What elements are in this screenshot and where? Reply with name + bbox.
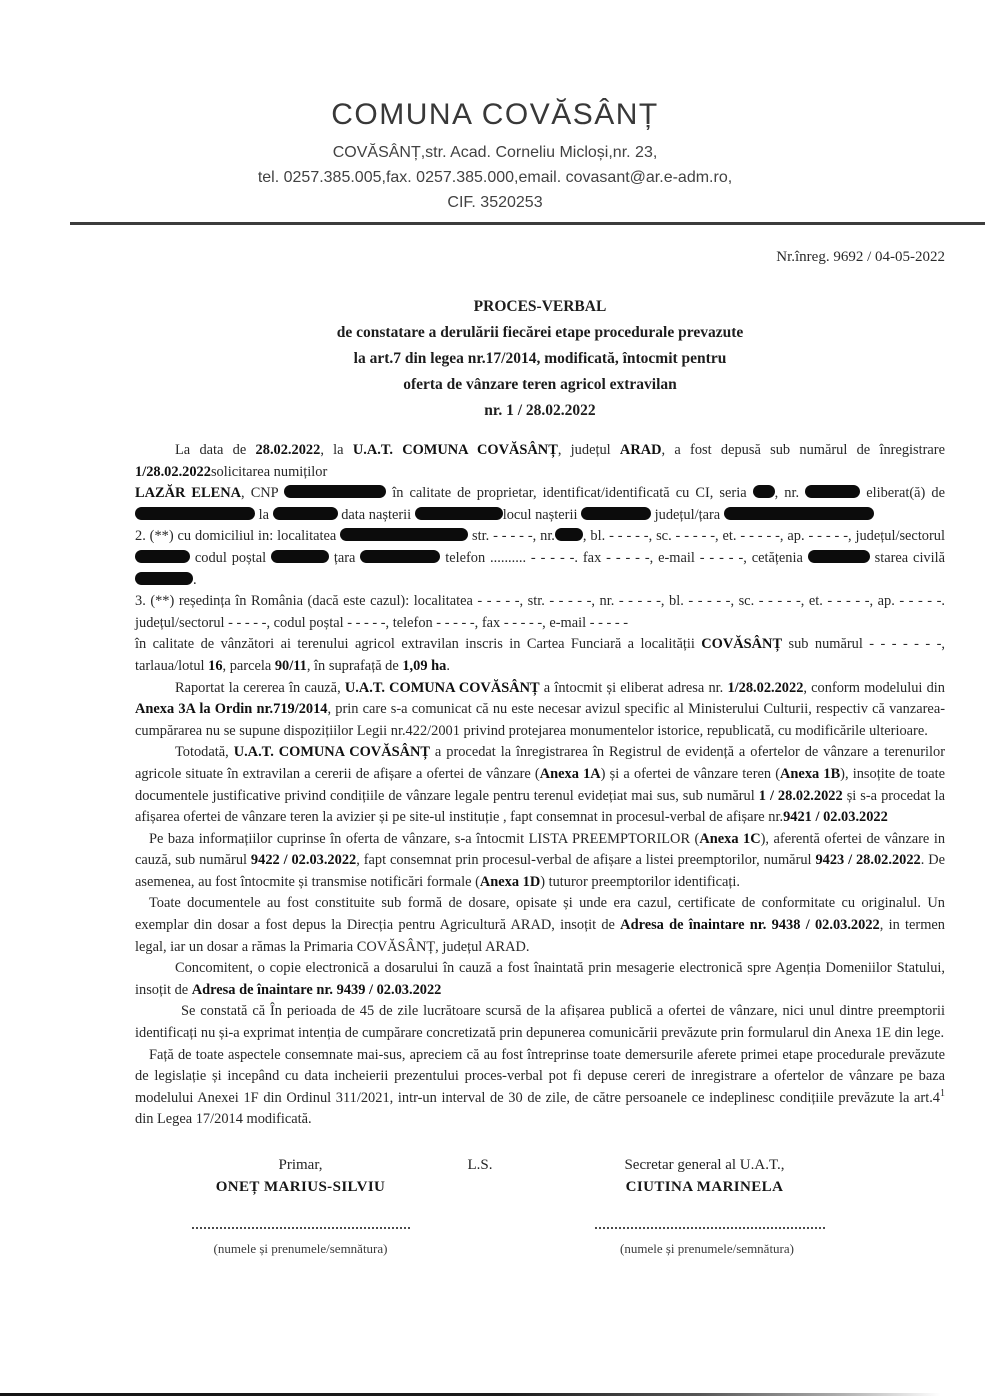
- title-line: PROCES-VERBAL: [473, 298, 607, 315]
- redaction: [135, 572, 193, 585]
- paragraph: Pe baza informațiilor cuprinse în oferta de vânzare, s-a întocmit LISTA PREEMPTORILOR (Anexa 1C), aferentă ofertei de vânzare in cauză, sub numărul 9422 / 02.03.2022, fapt consemnat prin procesul-verbal de afișare a listei preemptorilor, numărul 9423 / 28.02.2022. De asemenea, au fost întocmite și transmise notificări formale (Anexa 1D) tuturor preemptorilor identificați.: [135, 830, 946, 890]
- redaction: [555, 528, 583, 541]
- paragraph: Se constată că În perioada de 45 de zile lucrătoare scursă de la afișarea publică a ofertei de vânzare, nici unul dintre preemptorii identificați nu și-a exprimat intenția de cumpărare concretizată prin depunerea comunicării prevăzute prin formularul din Anexa 1E din lege.: [135, 1003, 945, 1042]
- signature-primar: [158, 1157, 443, 1196]
- paragraph: LAZĂR ELENA, CNP în calitate de proprietar, identificat/identificată cu CI, seria , nr. eliberat(ă) de la data nașterii locul nașterii județul/țara: [135, 485, 945, 523]
- signature-role: Primar,: [278, 1157, 323, 1173]
- redaction: [808, 550, 870, 563]
- paragraph: La data de 28.02.2022, la U.A.T. COMUNA COVĂSÂNȚ, județul ARAD, a fost depusă sub numărul de înregistrare 1/28.02.2022solicitarea numiților: [135, 442, 945, 480]
- registration-number: Nr.înreg. 9692 / 04-05-2022: [776, 249, 945, 265]
- redaction: [753, 485, 775, 498]
- redaction: [724, 507, 874, 520]
- paragraph: 2. (**) cu domiciliul in: localitatea str. - - - - -, nr. , bl. - - - - -, sc. - - - - -, et. - - - - -, ap. - - - - -, județul/sectorul codul poștal țara telefon .......... - - - - -. fax - - - - -, e-mail - - - - -, cetățenia starea civilă .: [135, 528, 946, 588]
- redaction: [135, 507, 255, 520]
- redaction: [805, 485, 860, 498]
- paragraph: Raportat la cererea în cauză, U.A.T. COMUNA COVĂSÂNȚ a întocmit și eliberat adresa nr. 1/28.02.2022, conform modelului din Anexa 3A la Ordin nr.719/2014, prin care s-a comunicat că nu este necesar avizul specific al Ministerului Culturii, respectiv că vanzarea-cumpărarea nu se supune dispozițiilor Legii nr.422/2001 privind protejarea monumentelor istorice, republicată, cu modificările ulterioare.: [135, 679, 945, 739]
- signature-line: [595, 1223, 825, 1229]
- seal-placeholder: L.S.: [467, 1157, 493, 1173]
- document-body: [0, 440, 990, 1131]
- signature-line: [192, 1223, 410, 1229]
- signature-block: [0, 1157, 990, 1275]
- signature-role: Secretar general al U.A.T.,: [624, 1157, 785, 1173]
- scan-artifact-line: [0, 1393, 970, 1396]
- title-line: la art.7 din legea nr.17/2014, modificată, întocmit pentru: [353, 350, 727, 367]
- title-line: nr. 1 / 28.02.2022: [484, 402, 596, 419]
- paragraph: Față de toate aspectele consemnate mai-sus, apreciem că au fost întreprinse toate demersurile aferete primei etape procedurale prevăzute de legislație și incepând cu data incheierii prezentului proces-verbal pot fi depuse cereri de inregistrare a ofertelor de vânzare pe baza modelului Anexei 1F din Ordinul 311/2021, intr-un interval de 30 de zile, de către persoanele ce indeplinesc condițiile prevăzute la $art.4^1$ din Legea 17/2014 modificată.: [135, 1046, 945, 1128]
- signature-name: ONEȚ MARIUS-SILVIU: [215, 1179, 386, 1195]
- paragraph: 3. (**) reședința în România (dacă este cazul): localitatea - - - - -, str. - - - - -, nr. - - - - -, bl. - - - - -, sc. - - - - -, et. - - - - -, ap. - - - - -. județul/sectorul - - - - -, codul poștal - - - - -, telefon - - - - -, fax - - - - -, e-mail - - - - -: [135, 593, 945, 631]
- signature-name: CIUTINA MARINELA: [625, 1179, 784, 1195]
- paragraph: Toate documentele au fost constituite sub formă de dosare, opisate și unde era cazul, certificate de conformitate cu originalul. Un exemplar din dosar a fost depus la Direcția pentru Agricultură ARAD, insoțit de Adresa de înaintare nr. 9438 / 02.03.2022, in termen legal, iar un dosar a rămas la Primaria COVĂSÂNȚ, județul ARAD.: [135, 895, 945, 955]
- redaction: [415, 507, 503, 520]
- org-address: COVĂSÂNȚ,str. Acad. Corneliu Micloși,nr. 23,: [332, 144, 658, 161]
- redaction: [135, 550, 190, 563]
- header-divider: [70, 222, 985, 225]
- signature-secretar: [552, 1157, 857, 1196]
- org-contact: tel. 0257.385.005,fax. 0257.385.000,email. covasant@ar.e-adm.ro,: [257, 169, 733, 186]
- redaction: [273, 507, 338, 520]
- signature-caption: (numele și prenumele/semnătura): [213, 1241, 388, 1256]
- org-cif: CIF. 3520253: [447, 194, 543, 211]
- redaction: [581, 507, 651, 520]
- org-name: COMUNA COVĂSÂNȚ: [331, 98, 659, 131]
- redaction: [284, 485, 386, 498]
- title-line: oferta de vânzare teren agricol extravilan: [403, 376, 677, 393]
- redaction: [360, 550, 440, 563]
- redaction: [271, 550, 329, 563]
- letterhead: [0, 0, 990, 215]
- redaction: [340, 528, 468, 541]
- paragraph: în calitate de vânzători ai terenului agricol extravilan inscris in Cartea Funciară a localității COVĂSÂNȚ sub numărul - - - - - - -, tarlaua/lotul 16, parcela 90/11, în suprafață de 1,09 ha.: [135, 636, 945, 674]
- signature-caption: (numele și prenumele/semnătura): [620, 1241, 794, 1256]
- document-title: [0, 294, 990, 424]
- paragraph: Totodată, U.A.T. COMUNA COVĂSÂNȚ a procedat la înregistrarea în Registrul de evidență a ofertelor de vânzare a terenurilor agricole situate în extravilan a cererii de afișare a ofertei de vânzare (Anexa 1A) și a ofertei de vânzare teren (Anexa 1B), insoțite de toate documentele justificative privind condițiile de vânzare legale pentru terenul evidețiat mai sus, sub numărul 1 / 28.02.2022 și s-a procedat la afișarea ofertei de vânzare teren la avizier și pe site-ul instituție , fapt consemnat in procesul-verbal de afișare nr.9421 / 02.03.2022: [135, 744, 945, 826]
- title-line: de constatare a derulării fiecărei etape procedurale prevazute: [336, 324, 744, 341]
- paragraph: Concomitent, o copie electronică a dosarului în cauză a fost înaintată prin mesagerie electronică spre Agenția Domeniilor Statului, insoțit de Adresa de înaintare nr. 9439 / 02.03.2022: [135, 960, 945, 998]
